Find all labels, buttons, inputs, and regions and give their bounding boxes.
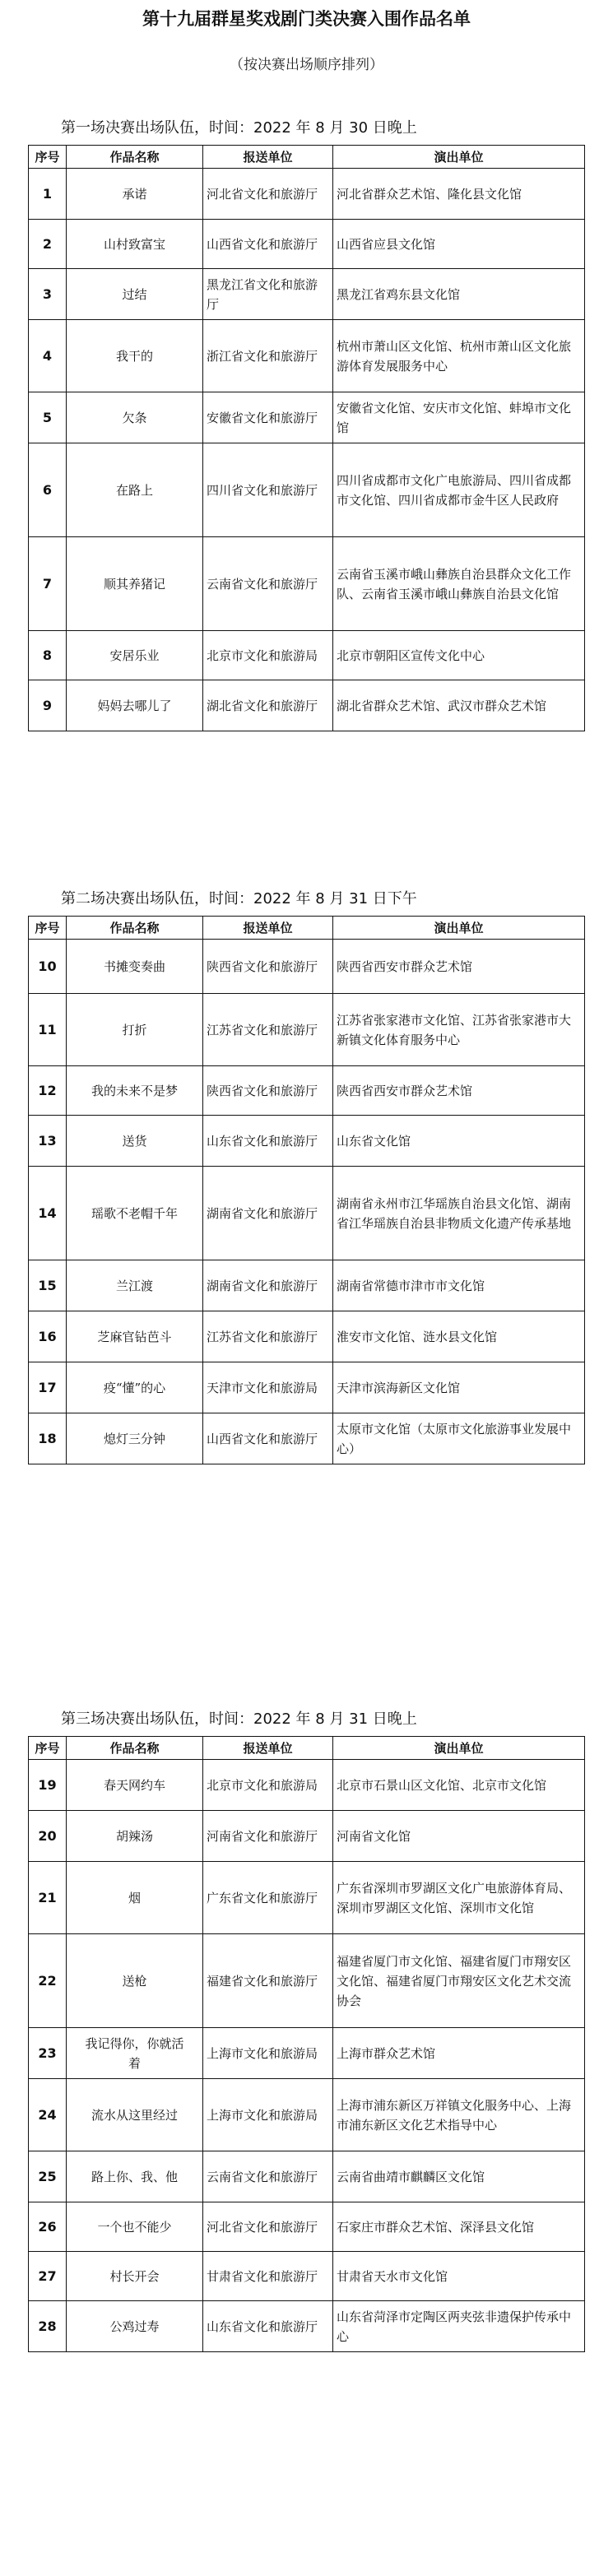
row-number: 11 [29, 994, 67, 1066]
work-title: 打折 [67, 994, 203, 1066]
submitting-unit: 天津市文化和旅游局 [203, 1362, 333, 1413]
row-number: 8 [29, 631, 67, 680]
work-title: 流水从这里经过 [67, 2079, 203, 2151]
table-header-row [29, 1737, 585, 1760]
table-row [29, 392, 585, 443]
row-number: 1 [29, 169, 67, 220]
work-title: 村长开会 [67, 2252, 203, 2301]
session-heading: 第二场决赛出场队伍，时间：2022 年 8 月 31 日下午 [61, 890, 417, 907]
table-header-row [29, 917, 585, 940]
work-title: 瑶歌不老帽千年 [67, 1167, 203, 1260]
page-subtitle: （按决赛出场顺序排列） [230, 57, 383, 73]
submitting-unit: 河北省文化和旅游厅 [203, 169, 333, 220]
work-title: 熄灯三分钟 [67, 1413, 203, 1464]
performing-unit: 陕西省西安市群众艺术馆 [333, 940, 585, 994]
performing-unit: 湖南省永州市江华瑶族自治县文化馆、湖南省江华瑶族自治县非物质文化遗产传承基地 [333, 1167, 585, 1260]
row-number: 21 [29, 1862, 67, 1934]
table-row [29, 1311, 585, 1362]
session-table [28, 145, 585, 731]
table-row [29, 1116, 585, 1167]
table-row [29, 320, 585, 392]
work-title: 欠条 [67, 392, 203, 443]
row-number: 26 [29, 2202, 67, 2252]
table-row [29, 1862, 585, 1934]
row-number: 24 [29, 2079, 67, 2151]
submitting-unit: 江苏省文化和旅游厅 [203, 1311, 333, 1362]
table-row [29, 1167, 585, 1260]
performing-unit: 云南省玉溪市峨山彝族自治县群众文化工作队、云南省玉溪市峨山彝族自治县文化馆 [333, 537, 585, 631]
row-number: 20 [29, 1811, 67, 1862]
submitting-unit: 河南省文化和旅游厅 [203, 1811, 333, 1862]
submitting-unit: 广东省文化和旅游厅 [203, 1862, 333, 1934]
row-number: 23 [29, 2028, 67, 2079]
row-number: 14 [29, 1167, 67, 1260]
submitting-unit: 湖北省文化和旅游厅 [203, 680, 333, 731]
performing-unit: 湖南省常德市津市市文化馆 [333, 1260, 585, 1311]
header-no: 序号 [29, 1737, 67, 1760]
performing-unit: 石家庄市群众艺术馆、深泽县文化馆 [333, 2202, 585, 2252]
session-table [28, 916, 585, 1464]
table-row [29, 1260, 585, 1311]
table-row [29, 2202, 585, 2252]
table-row [29, 680, 585, 731]
submitting-unit: 上海市文化和旅游局 [203, 2028, 333, 2079]
performing-unit: 淮安市文化馆、涟水县文化馆 [333, 1311, 585, 1362]
performing-unit: 杭州市萧山区文化馆、杭州市萧山区文化旅游体育发展服务中心 [333, 320, 585, 392]
table-row [29, 940, 585, 994]
submitting-unit: 山东省文化和旅游厅 [203, 1116, 333, 1167]
row-number: 15 [29, 1260, 67, 1311]
submitting-unit: 黑龙江省文化和旅游厅 [203, 269, 333, 320]
performing-unit: 太原市文化馆（太原市文化旅游事业发展中心） [333, 1413, 585, 1464]
submitting-unit: 上海市文化和旅游局 [203, 2079, 333, 2151]
row-number: 7 [29, 537, 67, 631]
header-work: 作品名称 [67, 917, 203, 940]
header-performer: 演出单位 [333, 146, 585, 169]
submitting-unit: 山西省文化和旅游厅 [203, 220, 333, 269]
table-row [29, 2079, 585, 2151]
session-2 [28, 883, 612, 1464]
session-3 [28, 1703, 612, 2352]
performing-unit: 安徽省文化馆、安庆市文化馆、蚌埠市文化馆 [333, 392, 585, 443]
performing-unit: 陕西省西安市群众艺术馆 [333, 1066, 585, 1116]
performing-unit: 湖北省群众艺术馆、武汉市群众艺术馆 [333, 680, 585, 731]
performing-unit: 四川省成都市文化广电旅游局、四川省成都市文化馆、四川省成都市金牛区人民政府 [333, 443, 585, 537]
table-row [29, 2028, 585, 2079]
performing-unit: 北京市石景山区文化馆、北京市文化馆 [333, 1760, 585, 1811]
row-number: 28 [29, 2301, 67, 2352]
session-heading: 第三场决赛出场队伍，时间：2022 年 8 月 31 日晚上 [61, 1710, 417, 1728]
row-number: 9 [29, 680, 67, 731]
performing-unit: 上海市群众艺术馆 [333, 2028, 585, 2079]
performing-unit: 山东省文化馆 [333, 1116, 585, 1167]
work-title: 过结 [67, 269, 203, 320]
submitting-unit: 云南省文化和旅游厅 [203, 2151, 333, 2202]
row-number: 17 [29, 1362, 67, 1413]
table-row [29, 1811, 585, 1862]
performing-unit: 河南省文化馆 [333, 1811, 585, 1862]
performing-unit: 山西省应县文化馆 [333, 220, 585, 269]
header-performer: 演出单位 [333, 917, 585, 940]
work-title: 送货 [67, 1116, 203, 1167]
table-row [29, 220, 585, 269]
submitting-unit: 湖南省文化和旅游厅 [203, 1260, 333, 1311]
row-number: 10 [29, 940, 67, 994]
submitting-unit: 四川省文化和旅游厅 [203, 443, 333, 537]
work-title: 芝麻官钻芭斗 [67, 1311, 203, 1362]
row-number: 2 [29, 220, 67, 269]
submitting-unit: 陕西省文化和旅游厅 [203, 1066, 333, 1116]
row-number: 19 [29, 1760, 67, 1811]
performing-unit: 云南省曲靖市麒麟区文化馆 [333, 2151, 585, 2202]
performing-unit: 北京市朝阳区宣传文化中心 [333, 631, 585, 680]
submitting-unit: 甘肃省文化和旅游厅 [203, 2252, 333, 2301]
work-title: 我记得你，你就活着 [67, 2028, 203, 2079]
submitting-unit: 福建省文化和旅游厅 [203, 1934, 333, 2028]
page-title: 第十九届群星奖戏剧门类决赛入围作品名单 [142, 9, 471, 29]
work-title: 公鸡过寿 [67, 2301, 203, 2352]
table-row [29, 2252, 585, 2301]
performing-unit: 江苏省张家港市文化馆、江苏省张家港市大新镇文化体育服务中心 [333, 994, 585, 1066]
submitting-unit: 浙江省文化和旅游厅 [203, 320, 333, 392]
submitting-unit: 云南省文化和旅游厅 [203, 537, 333, 631]
submitting-unit: 山西省文化和旅游厅 [203, 1413, 333, 1464]
header-work: 作品名称 [67, 1737, 203, 1760]
session-heading: 第一场决赛出场队伍，时间：2022 年 8 月 30 日晚上 [61, 119, 417, 137]
row-number: 12 [29, 1066, 67, 1116]
work-title: 一个也不能少 [67, 2202, 203, 2252]
header-submitter: 报送单位 [203, 917, 333, 940]
table-row [29, 994, 585, 1066]
header-submitter: 报送单位 [203, 146, 333, 169]
row-number: 18 [29, 1413, 67, 1464]
performing-unit: 河北省群众艺术馆、隆化县文化馆 [333, 169, 585, 220]
row-number: 3 [29, 269, 67, 320]
row-number: 5 [29, 392, 67, 443]
work-title: 路上你、我、他 [67, 2151, 203, 2202]
submitting-unit: 山东省文化和旅游厅 [203, 2301, 333, 2352]
header-submitter: 报送单位 [203, 1737, 333, 1760]
work-title: 承诺 [67, 169, 203, 220]
row-number: 13 [29, 1116, 67, 1167]
work-title: 书摊变奏曲 [67, 940, 203, 994]
submitting-unit: 陕西省文化和旅游厅 [203, 940, 333, 994]
row-number: 25 [29, 2151, 67, 2202]
performing-unit: 上海市浦东新区万祥镇文化服务中心、上海市浦东新区文化艺术指导中心 [333, 2079, 585, 2151]
performing-unit: 甘肃省天水市文化馆 [333, 2252, 585, 2301]
header-performer: 演出单位 [333, 1737, 585, 1760]
submitting-unit: 北京市文化和旅游局 [203, 631, 333, 680]
table-row [29, 2301, 585, 2352]
performing-unit: 福建省厦门市文化馆、福建省厦门市翔安区文化馆、福建省厦门市翔安区文化艺术交流协会 [333, 1934, 585, 2028]
table-row [29, 169, 585, 220]
row-number: 16 [29, 1311, 67, 1362]
table-row [29, 2151, 585, 2202]
work-title: 兰江渡 [67, 1260, 203, 1311]
submitting-unit: 河北省文化和旅游厅 [203, 2202, 333, 2252]
table-row [29, 1362, 585, 1413]
session-table [28, 1736, 585, 2352]
row-number: 27 [29, 2252, 67, 2301]
session-1 [28, 112, 612, 731]
performing-unit: 天津市滨海新区文化馆 [333, 1362, 585, 1413]
row-number: 6 [29, 443, 67, 537]
work-title: 胡辣汤 [67, 1811, 203, 1862]
table-row [29, 1760, 585, 1811]
submitting-unit: 江苏省文化和旅游厅 [203, 994, 333, 1066]
table-row [29, 537, 585, 631]
work-title: 山村致富宝 [67, 220, 203, 269]
work-title: 我干的 [67, 320, 203, 392]
work-title: 顺其养猪记 [67, 537, 203, 631]
table-row [29, 443, 585, 537]
header-work: 作品名称 [67, 146, 203, 169]
submitting-unit: 湖南省文化和旅游厅 [203, 1167, 333, 1260]
table-row [29, 1934, 585, 2028]
work-title: 妈妈去哪儿了 [67, 680, 203, 731]
work-title: 疫“懂”的心 [67, 1362, 203, 1413]
work-title: 春天网约车 [67, 1760, 203, 1811]
performing-unit: 黑龙江省鸡东县文化馆 [333, 269, 585, 320]
header-no: 序号 [29, 146, 67, 169]
row-number: 22 [29, 1934, 67, 2028]
work-title: 在路上 [67, 443, 203, 537]
performing-unit: 广东省深圳市罗湖区文化广电旅游体育局、深圳市罗湖区文化馆、深圳市文化馆 [333, 1862, 585, 1934]
table-header-row [29, 146, 585, 169]
table-row [29, 631, 585, 680]
submitting-unit: 北京市文化和旅游局 [203, 1760, 333, 1811]
table-row [29, 1413, 585, 1464]
work-title: 安居乐业 [67, 631, 203, 680]
work-title: 我的未来不是梦 [67, 1066, 203, 1116]
submitting-unit: 安徽省文化和旅游厅 [203, 392, 333, 443]
work-title: 送枪 [67, 1934, 203, 2028]
table-row [29, 269, 585, 320]
header-no: 序号 [29, 917, 67, 940]
row-number: 4 [29, 320, 67, 392]
performing-unit: 山东省菏泽市定陶区两夹弦非遗保护传承中心 [333, 2301, 585, 2352]
table-row [29, 1066, 585, 1116]
work-title: 烟 [67, 1862, 203, 1934]
